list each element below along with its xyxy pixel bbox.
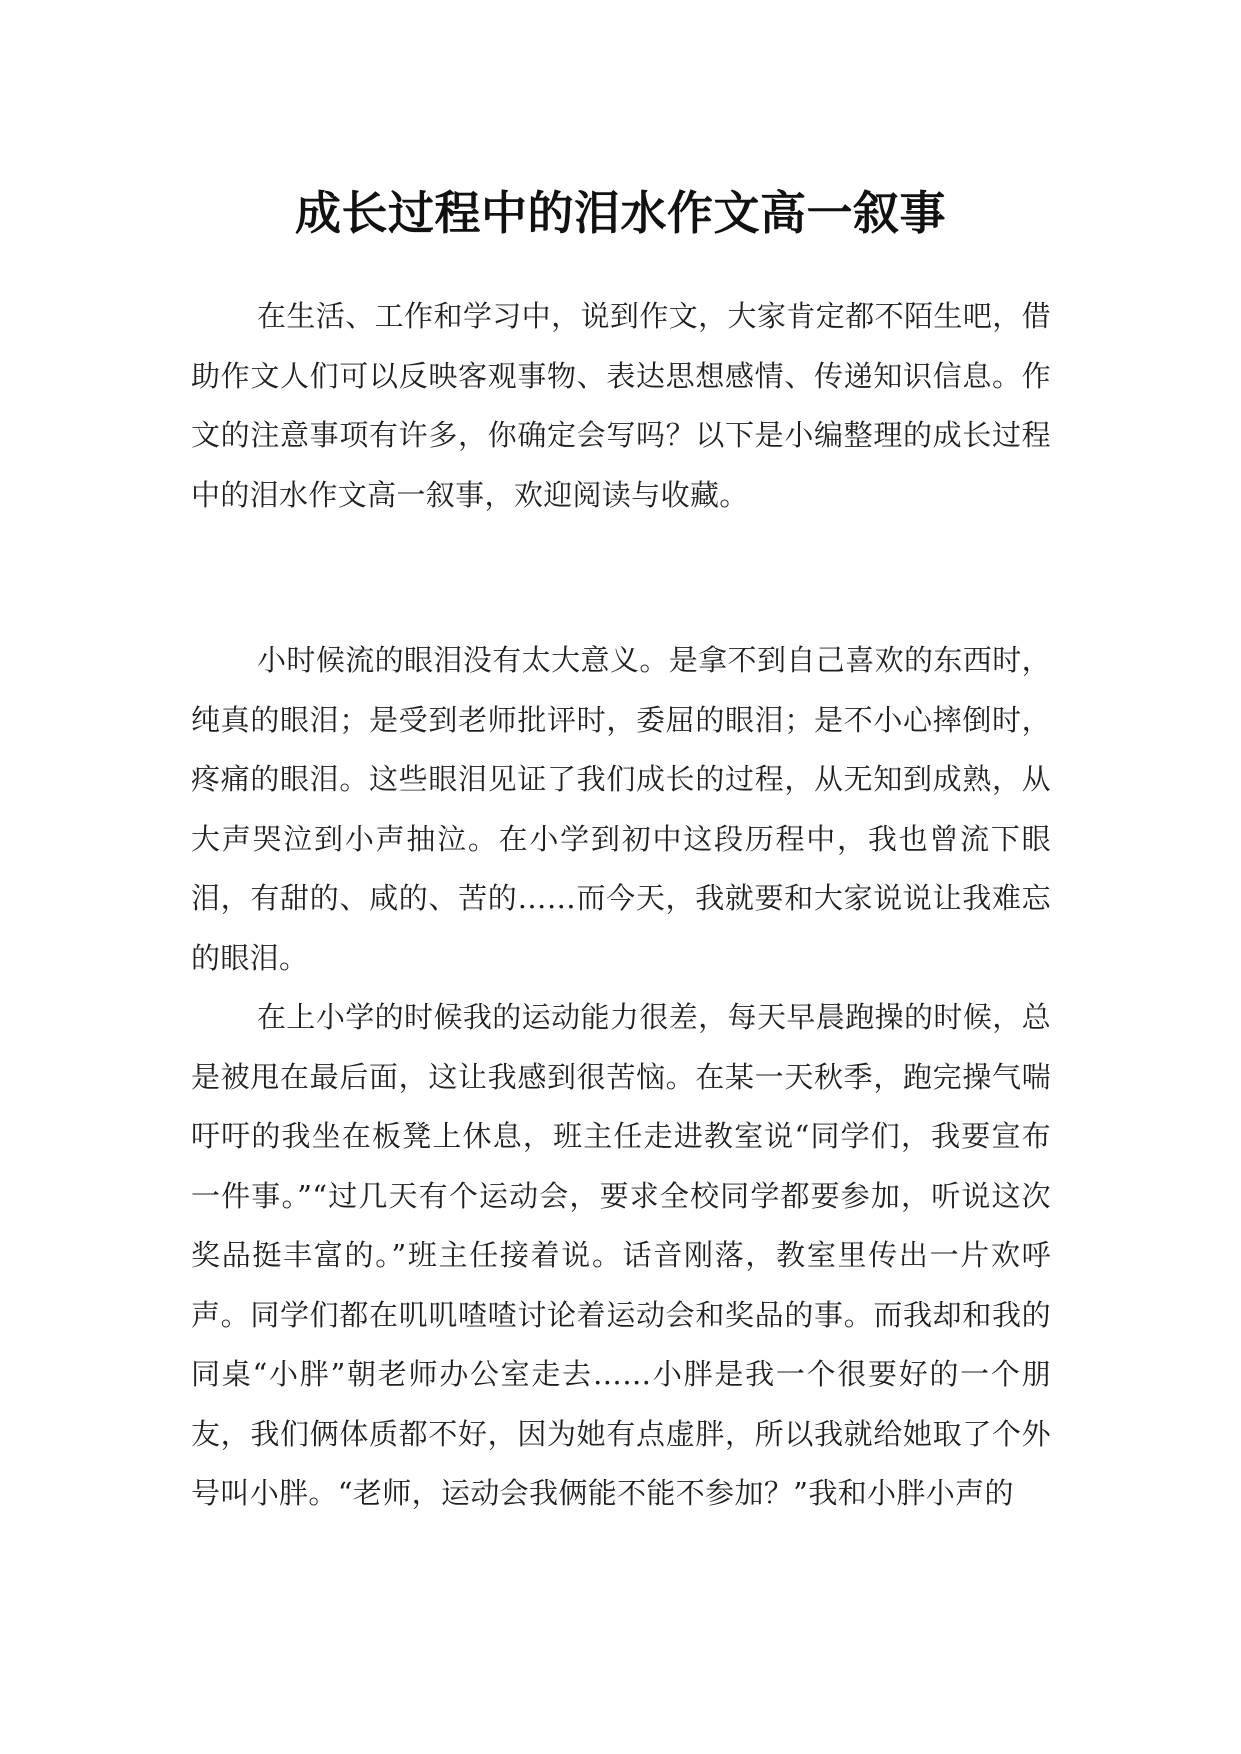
story-section [191,631,1051,1524]
story-paragraph-2: 在上小学的时候我的运动能力很差，每天早晨跑操的时候，总是被甩在最后面，这让我感到很苦恼。在某一天秋季，跑完操气喘吁吁的我坐在板凳上休息，班主任走进教室说“同学们，我要宣布一件事。”“过几天有个运动会，要求全校同学都要参加，听说这次奖品挺丰富的。”班主任接着说。话音刚落，教室里传出一片欢呼声。同学们都在叽叽喳喳讨论着运动会和奖品的事。而我却和我的同桌“小胖”朝老师办公室走去……小胖是我一个很要好的一个朋友，我们俩体质都不好，因为她有点虚胖，所以我就给她取了个外号叫小胖。“老师，运动会我俩能不能不参加？”我和小胖小声的 [191,1000,1051,1510]
page-title: 成长过程中的泪水作文高一叙事 [295,185,946,240]
intro-section [191,287,1051,525]
story-paragraph-1: 小时候流的眼泪没有太大意义。是拿不到自己喜欢的东西时，纯真的眼泪；是受到老师批评时，委屈的眼泪；是不小心摔倒时，疼痛的眼泪。这些眼泪见证了我们成长的过程，从无知到成熟，从大声哭泣到小声抽泣。在小学到初中这段历程中，我也曾流下眼泪，有甜的、咸的、苦的……而今天，我就要和大家说说让我难忘的眼泪。 [191,643,1051,975]
intro-paragraph: 在生活、工作和学习中，说到作文，大家肯定都不陌生吧，借助作文人们可以反映客观事物、表达思想感情、传递知识信息。作文的注意事项有许多，你确定会写吗？以下是小编整理的成长过程中的泪水作文高一叙事，欢迎阅读与收藏。 [191,299,1051,512]
